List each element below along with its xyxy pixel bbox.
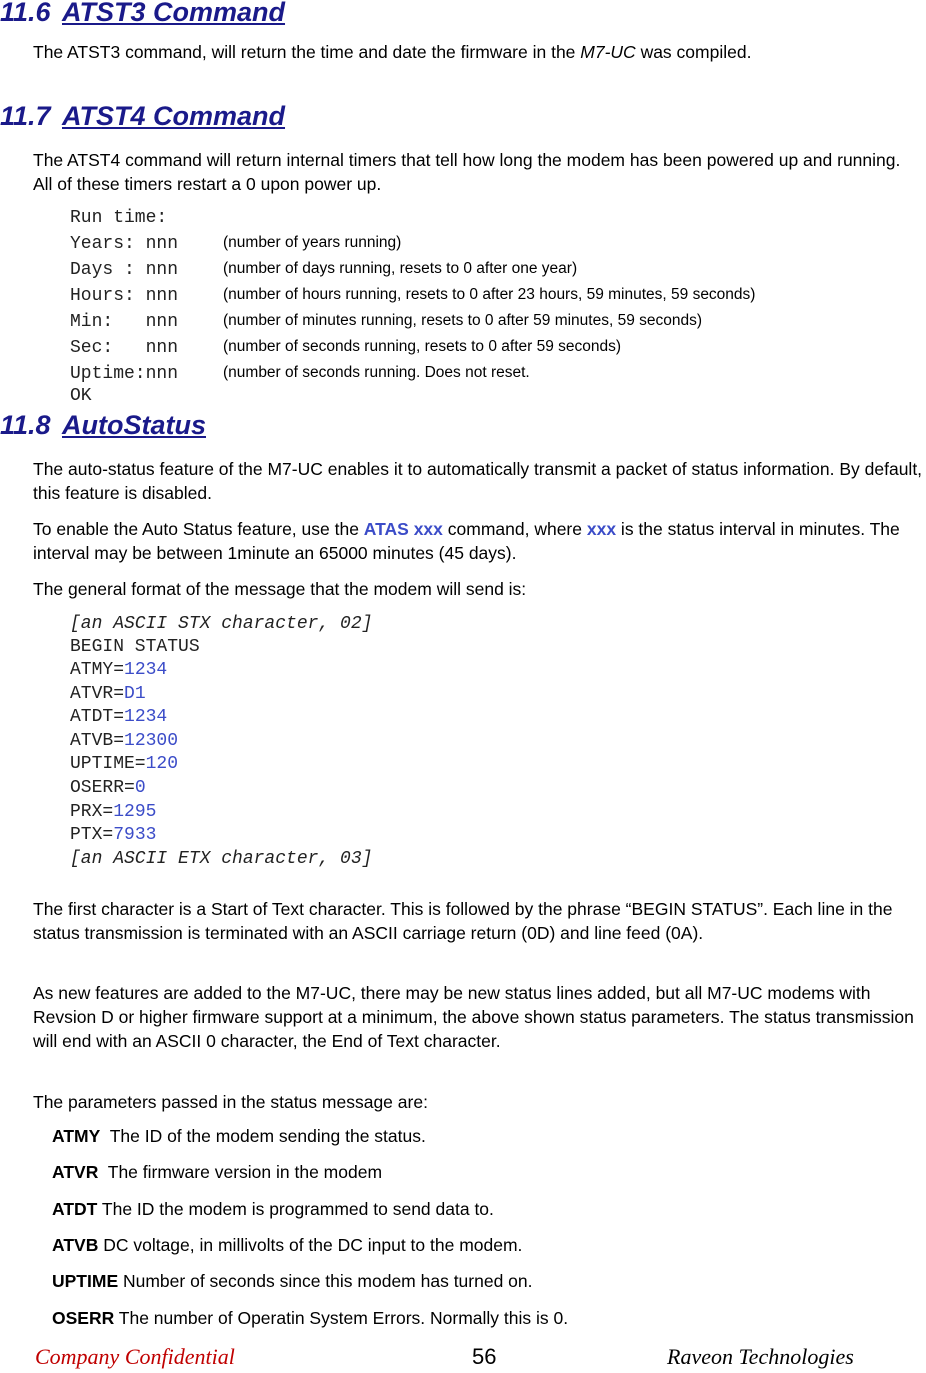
param-name: OSERR [52, 1308, 115, 1328]
message-key: ATMY= [70, 660, 125, 680]
listing-line: Uptime:nnn [70, 364, 179, 384]
section-title: AutoStatus [62, 410, 206, 440]
param-item [52, 1162, 382, 1183]
message-key: ATDT= [70, 707, 125, 727]
listing-note: (number of hours running, resets to 0 after 23 hours, 59 minutes, 59 seconds) [223, 286, 756, 303]
listing-line: Years: nnn [70, 234, 179, 254]
text: command, where [442, 519, 587, 539]
message-value: D1 [124, 684, 146, 704]
section-number: 11.7 [0, 101, 51, 131]
listing-note: (number of days running, resets to 0 after one year) [223, 260, 578, 277]
autostatus-paragraph-5: As new features are added to the M7-UC, there may be new status lines added, but all M7-UC modems with Revsion D or higher firmware support at a minimum, the above shown status parameters. The status transmission will end with an ASCII 0 character, the End of Text character. [33, 983, 914, 1051]
command-keyword: ATAS xxx [363, 519, 443, 539]
message-begin-line: BEGIN STATUS [70, 637, 200, 657]
param-desc: The firmware version in the modem [98, 1162, 383, 1182]
message-line [70, 707, 167, 727]
message-line [70, 802, 156, 822]
atst3-paragraph [33, 40, 923, 64]
message-key: ATVB= [70, 731, 125, 751]
command-argument: xxx [586, 519, 617, 539]
text-emphasis: M7-UC [580, 42, 636, 62]
param-desc: The ID of the modem sending the status. [100, 1126, 426, 1146]
text: was compiled. [635, 42, 752, 62]
section-heading-atst4 [0, 101, 285, 132]
page-number: 56 [472, 1344, 497, 1369]
atst4-paragraph: The ATST4 command will return internal timers that tell how long the modem has been powered up and running. All of these timers restart a 0 upon power up. [33, 150, 901, 194]
message-line [70, 731, 178, 751]
listing-note: (number of seconds running, resets to 0 after 59 seconds) [223, 338, 622, 355]
footer-confidential: Company Confidential [35, 1344, 235, 1369]
listing-line: Hours: nnn [70, 286, 179, 306]
footer-company: Raveon Technologies [667, 1344, 854, 1369]
text: To enable the Auto Status feature, use the [33, 519, 364, 539]
param-name: ATDT [52, 1199, 98, 1219]
autostatus-paragraph-4: The first character is a Start of Text character. This is followed by the phrase “BEGIN STATUS”. Each line in the status transmission is terminated with an ASCII carriage return (0D) and line feed (0A). [33, 899, 893, 943]
message-end-line: [an ASCII ETX character, 03] [70, 849, 373, 869]
message-value: 1234 [124, 660, 168, 680]
message-key: OSERR= [70, 778, 135, 798]
message-key: UPTIME= [70, 754, 146, 774]
message-value: 0 [134, 778, 146, 798]
section-number: 11.8 [0, 410, 51, 440]
param-desc: DC voltage, in millivolts of the DC input to the modem. [98, 1235, 523, 1255]
param-name: UPTIME [52, 1271, 119, 1291]
message-value: 120 [145, 754, 179, 774]
message-key: ATVR= [70, 684, 125, 704]
listing-note: (number of years running) [223, 234, 402, 251]
listing-line: Days : nnn [70, 260, 179, 280]
listing-line: Run time: [70, 208, 168, 228]
text: The ATST3 command, will return the time and date the firmware in the [33, 42, 581, 62]
section-heading-autostatus [0, 410, 206, 441]
listing-line: Sec: nnn [70, 338, 179, 358]
message-line [70, 754, 178, 774]
param-desc: The ID the modem is programmed to send data to. [97, 1199, 494, 1219]
text: is the status interval in minutes. The interval may be between 1minute an 65000 minutes (45 days). [33, 519, 900, 563]
param-item [52, 1126, 426, 1147]
message-value: 12300 [124, 731, 179, 751]
message-value: 7933 [113, 825, 157, 845]
autostatus-paragraph-2 [33, 517, 923, 565]
listing-line: Min: nnn [70, 312, 179, 332]
message-line [70, 684, 146, 704]
message-key: PRX= [70, 802, 114, 822]
param-item [52, 1235, 522, 1256]
message-line [70, 660, 167, 680]
section-title: ATST3 Command [62, 0, 286, 27]
listing-note: (number of seconds running. Does not reset. [223, 364, 530, 381]
section-number: 11.6 [0, 0, 51, 27]
message-value: 1295 [113, 802, 157, 822]
param-item [52, 1308, 568, 1329]
message-line [70, 778, 146, 798]
param-desc: The number of Operatin System Errors. Normally this is 0. [114, 1308, 569, 1328]
autostatus-paragraph-6: The parameters passed in the status message are: [33, 1092, 428, 1112]
param-name: ATVB [52, 1235, 99, 1255]
message-start-line: [an ASCII STX character, 02] [70, 614, 373, 634]
listing-line: OK [70, 386, 92, 406]
section-heading-atst3 [0, 0, 285, 28]
message-line [70, 825, 156, 845]
message-value: 1234 [124, 707, 168, 727]
autostatus-paragraph-1: The auto-status feature of the M7-UC enables it to automatically transmit a packet of status information. By default, this feature is disabled. [33, 459, 923, 503]
listing-note: (number of minutes running, resets to 0 after 59 minutes, 59 seconds) [223, 312, 703, 329]
param-name: ATMY [52, 1126, 101, 1146]
param-item [52, 1271, 533, 1292]
param-item [52, 1199, 494, 1220]
param-name: ATVR [52, 1162, 99, 1182]
section-title: ATST4 Command [62, 101, 286, 131]
autostatus-paragraph-3: The general format of the message that the modem will send is: [33, 579, 527, 599]
param-desc: Number of seconds since this modem has turned on. [118, 1271, 533, 1291]
message-key: PTX= [70, 825, 114, 845]
